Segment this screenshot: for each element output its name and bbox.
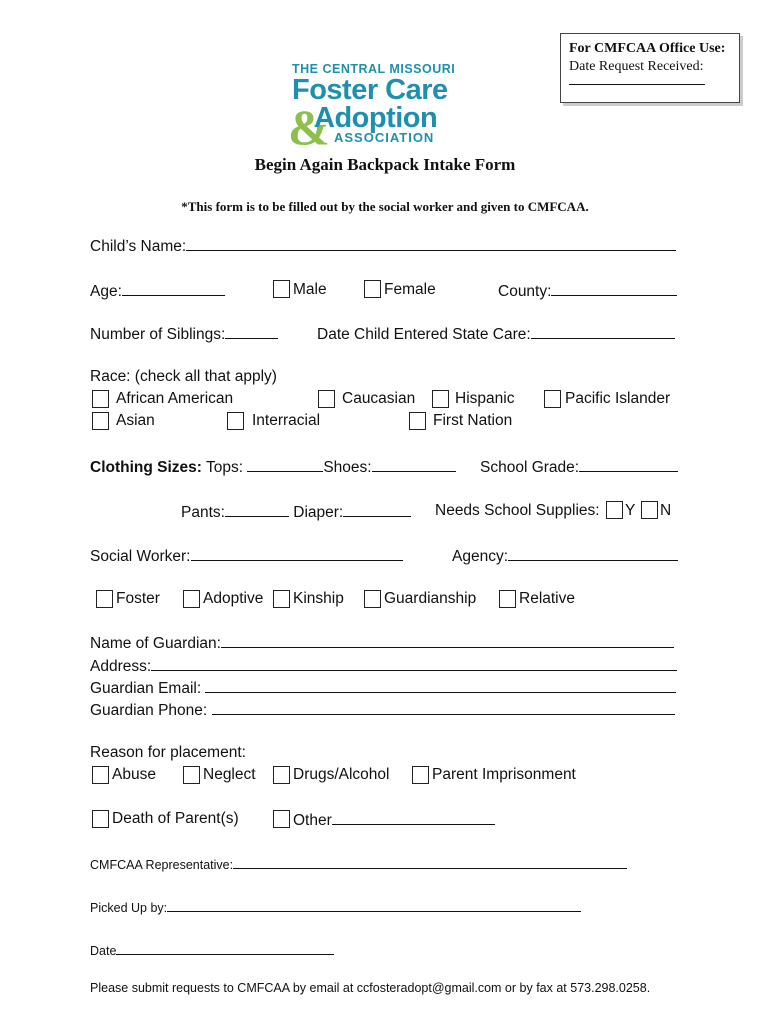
- guardianship-label: Guardianship: [384, 590, 477, 607]
- relative-checkbox[interactable]: [499, 590, 516, 608]
- date-label: Date: [90, 944, 117, 958]
- representative-label: CMFCAA Representative:: [90, 858, 234, 872]
- representative-field[interactable]: [233, 855, 627, 869]
- kinship-label: Kinship: [293, 590, 344, 607]
- male-label: Male: [293, 281, 327, 298]
- parent-imprisonment-checkbox[interactable]: [412, 766, 429, 784]
- date-entered-label: Date Child Entered State Care:: [317, 326, 531, 343]
- asian-checkbox[interactable]: [92, 412, 109, 430]
- adoptive-label: Adoptive: [203, 590, 264, 607]
- picked-up-field[interactable]: [167, 898, 581, 912]
- asian-label: Asian: [116, 412, 155, 429]
- address-row: [90, 655, 677, 677]
- agency-label: Agency:: [452, 548, 509, 565]
- date-entered-row: [317, 323, 675, 345]
- county-row: [498, 280, 677, 302]
- agency-field[interactable]: [508, 545, 678, 561]
- death-of-parent-label: Death of Parent(s): [112, 810, 239, 827]
- guardian-email-field[interactable]: [205, 677, 676, 693]
- clothing-label: Clothing Sizes:: [90, 459, 202, 476]
- other-field[interactable]: [332, 809, 495, 825]
- death-of-parent-checkbox[interactable]: [92, 810, 109, 828]
- child-name-row: [90, 235, 676, 257]
- abuse-label: Abuse: [112, 766, 156, 783]
- picked-up-label: Picked Up by:: [90, 901, 168, 915]
- other-row: [293, 809, 495, 831]
- school-grade-row: [480, 456, 678, 478]
- age-row: [90, 280, 225, 302]
- caucasian-label: Caucasian: [342, 390, 416, 407]
- diaper-label: Diaper:: [293, 504, 344, 521]
- pacific-islander-checkbox[interactable]: [544, 390, 561, 408]
- tops-field[interactable]: [247, 456, 323, 472]
- date-request-line[interactable]: [569, 76, 705, 85]
- foster-checkbox[interactable]: [96, 590, 113, 608]
- address-field[interactable]: [151, 655, 677, 671]
- form-title: Begin Again Backpack Intake Form: [254, 155, 516, 174]
- diaper-field[interactable]: [343, 501, 411, 517]
- supplies-label: Needs School Supplies:: [435, 502, 600, 519]
- address-label: Address:: [90, 658, 152, 675]
- reason-heading: Reason for placement:: [90, 744, 246, 761]
- shoes-field[interactable]: [372, 456, 456, 472]
- neglect-label: Neglect: [203, 766, 256, 783]
- logo-line-3: Adoption: [314, 102, 438, 134]
- form-instruction: *This form is to be filled out by the social worker and given to CMFCAA.: [181, 199, 589, 214]
- school-grade-label: School Grade:: [480, 459, 580, 476]
- supplies-no-label: N: [660, 502, 672, 519]
- siblings-row: [90, 323, 278, 345]
- caucasian-checkbox[interactable]: [318, 390, 335, 408]
- interracial-label: Interracial: [252, 412, 321, 429]
- african-american-checkbox[interactable]: [92, 390, 109, 408]
- supplies-no-checkbox[interactable]: [641, 501, 658, 519]
- logo-line-4: ASSOCIATION: [334, 130, 435, 145]
- interracial-checkbox[interactable]: [227, 412, 244, 430]
- first-nation-checkbox[interactable]: [409, 412, 426, 430]
- child-name-field[interactable]: [186, 235, 676, 251]
- race-heading: Race: (check all that apply): [90, 368, 277, 385]
- date-row: [90, 941, 334, 959]
- drugs-alcohol-label: Drugs/Alcohol: [293, 766, 390, 783]
- guardian-phone-row: [90, 699, 675, 721]
- picked-up-row: [90, 898, 581, 916]
- clothing-row: [90, 456, 456, 478]
- drugs-alcohol-checkbox[interactable]: [273, 766, 290, 784]
- county-field[interactable]: [551, 280, 677, 296]
- foster-label: Foster: [116, 590, 160, 607]
- parent-imprisonment-label: Parent Imprisonment: [432, 766, 576, 783]
- female-label: Female: [384, 281, 436, 298]
- guardian-name-field[interactable]: [221, 632, 674, 648]
- guardian-email-label: Guardian Email:: [90, 680, 202, 697]
- school-grade-field[interactable]: [579, 456, 678, 472]
- agency-row: [452, 545, 678, 567]
- organization-logo: [288, 62, 467, 155]
- hispanic-checkbox[interactable]: [432, 390, 449, 408]
- african-american-label: African American: [116, 390, 234, 407]
- representative-row: [90, 855, 627, 873]
- other-label: Other: [293, 812, 332, 829]
- guardian-name-row: [90, 632, 674, 654]
- adoptive-checkbox[interactable]: [183, 590, 200, 608]
- pants-row: [181, 501, 411, 523]
- social-worker-label: Social Worker:: [90, 548, 191, 565]
- pants-label: Pants:: [181, 504, 225, 521]
- shoes-label: Shoes:: [323, 459, 372, 476]
- hispanic-label: Hispanic: [455, 390, 515, 407]
- abuse-checkbox[interactable]: [92, 766, 109, 784]
- female-checkbox[interactable]: [364, 280, 381, 298]
- date-request-label: Date Request Received:: [569, 59, 704, 74]
- first-nation-label: First Nation: [433, 412, 513, 429]
- guardian-phone-field[interactable]: [212, 699, 675, 715]
- guardianship-checkbox[interactable]: [364, 590, 381, 608]
- date-field[interactable]: [116, 941, 334, 955]
- other-checkbox[interactable]: [273, 810, 290, 828]
- siblings-field[interactable]: [225, 323, 278, 339]
- supplies-yes-label: Y: [625, 502, 636, 519]
- office-use-box: [560, 33, 740, 103]
- kinship-checkbox[interactable]: [273, 590, 290, 608]
- logo-line-1: THE CENTRAL MISSOURI: [292, 62, 456, 76]
- date-entered-field[interactable]: [531, 323, 675, 339]
- child-name-label: Child’s Name:: [90, 238, 187, 255]
- pacific-islander-label: Pacific Islander: [565, 390, 671, 407]
- pants-field[interactable]: [225, 501, 289, 517]
- relative-label: Relative: [519, 590, 575, 607]
- social-worker-row: [90, 545, 403, 567]
- social-worker-field[interactable]: [191, 545, 403, 561]
- siblings-label: Number of Siblings:: [90, 326, 226, 343]
- county-label: County:: [498, 283, 552, 300]
- male-checkbox[interactable]: [273, 280, 290, 298]
- logo-ampersand: &: [288, 99, 330, 155]
- office-use-heading: For CMFCAA Office Use:: [569, 41, 726, 56]
- tops-label: Tops:: [205, 459, 248, 476]
- guardian-phone-label: Guardian Phone:: [90, 702, 208, 719]
- age-field[interactable]: [122, 280, 225, 296]
- supplies-yes-checkbox[interactable]: [606, 501, 623, 519]
- guardian-name-label: Name of Guardian:: [90, 635, 221, 652]
- logo-line-2: Foster Care: [292, 74, 448, 106]
- guardian-email-row: [90, 677, 676, 699]
- age-label: Age:: [90, 283, 122, 300]
- footer-note: Please submit requests to CMFCAA by email at ccfosteradopt@gmail.com or by fax at 573.298.0258.: [90, 981, 651, 995]
- neglect-checkbox[interactable]: [183, 766, 200, 784]
